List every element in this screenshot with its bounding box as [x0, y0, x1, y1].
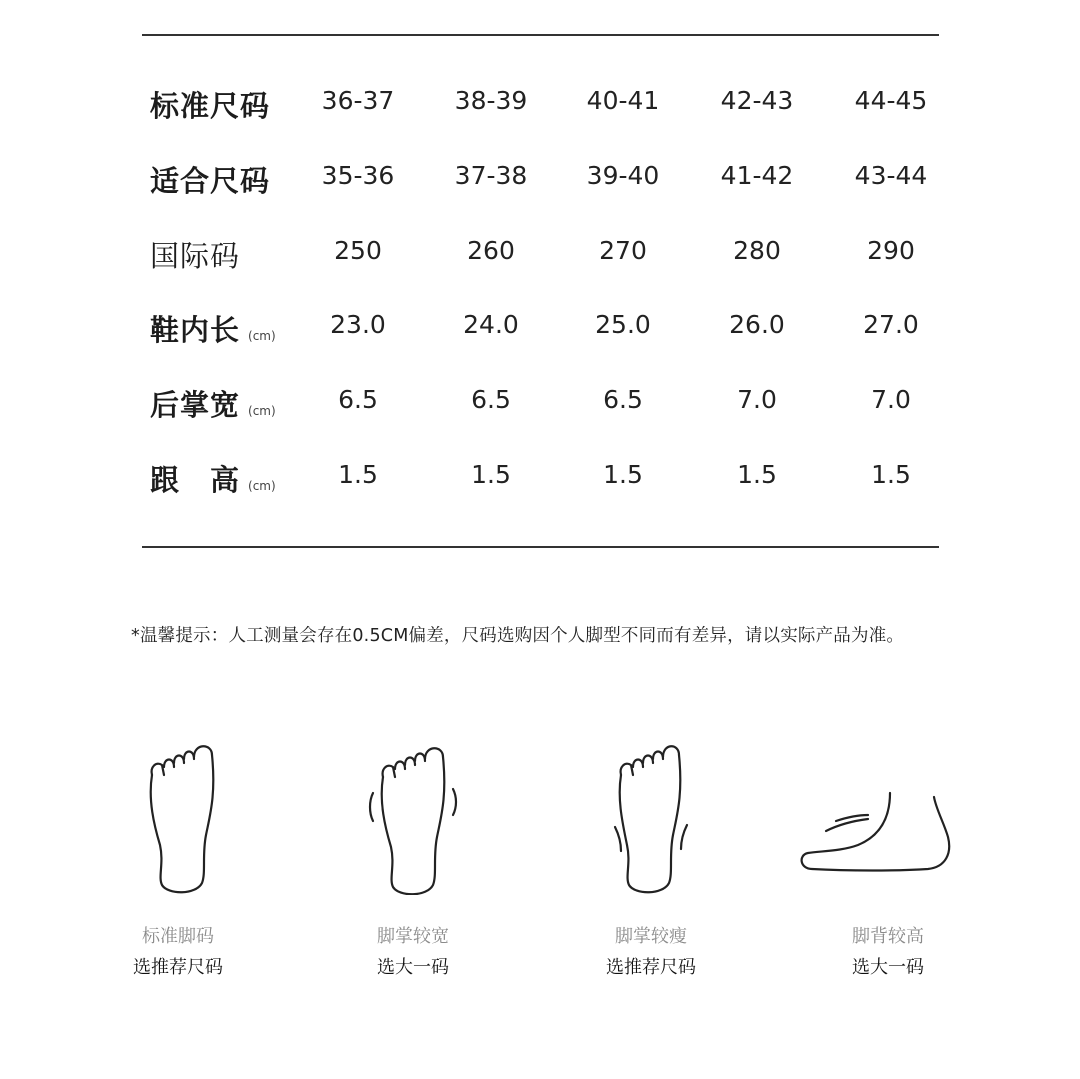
table-cell: 23.0: [330, 310, 386, 340]
row-label-text: 鞋内长: [150, 313, 241, 348]
table-cell: 38-39: [454, 86, 528, 115]
row-label: [150, 234, 240, 275]
table-cell: 6.5: [338, 385, 378, 415]
wide-foot-icon: [355, 745, 475, 895]
row-label-text: 跟 高: [150, 462, 241, 497]
table-row-heel-width: [150, 365, 940, 440]
table-cell: 26.0: [729, 310, 785, 340]
row-label-text: 标准尺码: [150, 89, 271, 123]
narrow-foot-icon: [595, 745, 715, 895]
table-cell: 6.5: [471, 385, 511, 415]
foot-advice: 选推荐尺码: [133, 957, 223, 978]
foot-caption: 标准脚码: [142, 926, 214, 947]
table-row-heel-height: [150, 440, 940, 515]
table-bottom-rule: [142, 546, 939, 548]
unit-label: (cm): [248, 404, 276, 419]
row-label: [150, 159, 270, 200]
foot-caption: 脚掌较宽: [377, 926, 449, 947]
unit-label: (cm): [248, 478, 276, 493]
row-label: [150, 308, 276, 349]
table-cell: 27.0: [863, 310, 919, 340]
table-row-international-size: [150, 216, 940, 291]
size-chart-table: [150, 66, 940, 515]
high-instep-foot-icon: [798, 745, 956, 895]
table-row-standard-size: [150, 66, 940, 141]
row-label: [150, 84, 270, 125]
table-cell: 1.5: [871, 459, 911, 489]
row-label-text: 国际码: [150, 238, 241, 273]
sizing-note: *温馨提示：人工测量会存在0.5CM偏差，尺码选购因个人脚型不同而有差异，请以实际产品为准。: [131, 626, 905, 646]
table-top-rule: [142, 34, 939, 36]
table-cell: 24.0: [463, 310, 519, 340]
row-label-text: 适合尺码: [150, 163, 271, 198]
table-cell: 1.5: [737, 459, 777, 489]
table-cell: 35-36: [321, 160, 395, 190]
table-cell: 290: [867, 235, 915, 265]
table-cell: 270: [599, 235, 647, 265]
table-cell: 40-41: [586, 86, 660, 115]
table-cell: 39-40: [586, 160, 660, 190]
table-cell: 1.5: [471, 459, 511, 489]
table-cell: 1.5: [603, 459, 643, 489]
standard-foot-icon: [122, 745, 242, 895]
table-row-inner-length: [150, 290, 940, 365]
row-label: [150, 458, 276, 499]
table-cell: 41-42: [720, 160, 794, 190]
row-label-text: 后掌宽: [150, 388, 241, 423]
table-row-fit-size: [150, 141, 940, 216]
foot-advice: 选大一码: [377, 957, 449, 978]
table-cell: 250: [334, 235, 382, 265]
foot-advice: 选推荐尺码: [606, 957, 696, 978]
table-cell: 36-37: [321, 86, 395, 115]
table-cell: 42-43: [720, 86, 794, 115]
table-cell: 1.5: [338, 459, 378, 489]
foot-caption: 脚背较高: [852, 926, 924, 947]
table-cell: 44-45: [854, 86, 928, 115]
foot-caption: 脚掌较瘦: [615, 926, 687, 947]
table-cell: 37-38: [454, 160, 528, 190]
table-cell: 7.0: [871, 385, 911, 415]
table-cell: 25.0: [595, 310, 651, 340]
table-cell: 6.5: [603, 385, 643, 415]
table-cell: 280: [733, 235, 781, 265]
table-cell: 43-44: [854, 160, 928, 190]
table-cell: 260: [467, 235, 515, 265]
table-cell: 7.0: [737, 385, 777, 415]
foot-advice: 选大一码: [852, 957, 924, 978]
unit-label: (cm): [248, 329, 276, 344]
row-label: [150, 383, 276, 424]
